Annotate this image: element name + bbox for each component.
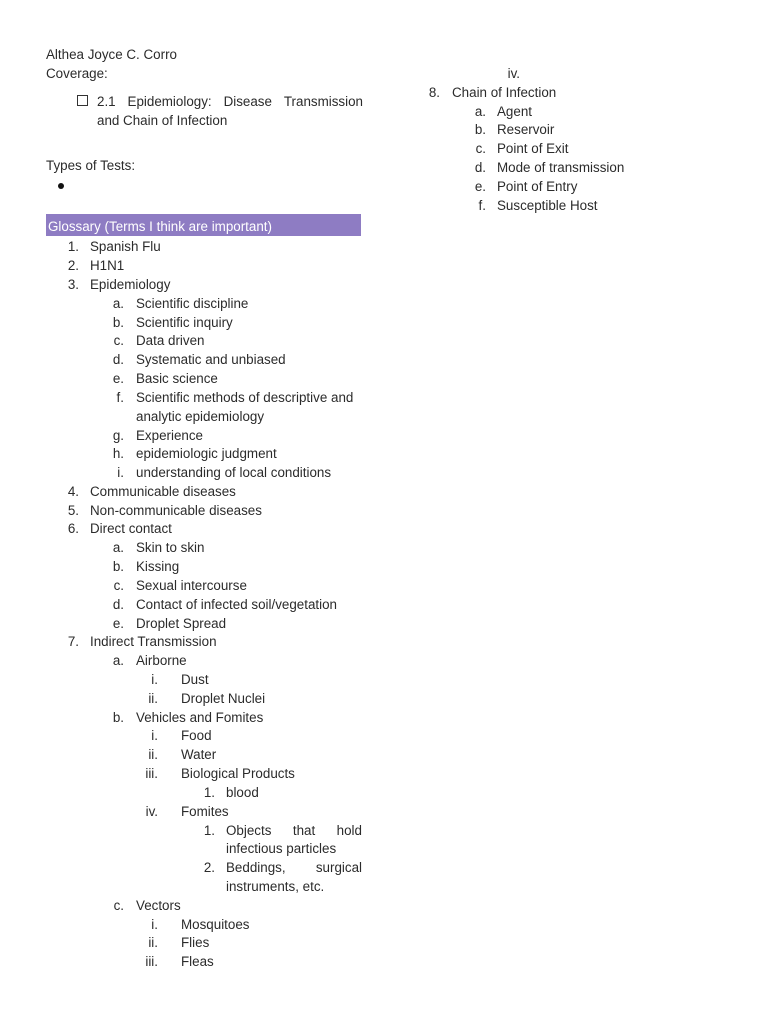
list-marker: a. [112, 653, 124, 668]
list-marker: a. [474, 104, 486, 119]
list-item: Airborne [136, 653, 187, 668]
list-item: Vectors [136, 898, 181, 913]
list-item: Fleas [181, 954, 214, 969]
list-marker: 2. [203, 860, 215, 875]
list-marker: ii. [148, 691, 158, 706]
list-marker: 5. [67, 503, 79, 518]
list-item: Scientific inquiry [136, 315, 233, 330]
list-marker: 1. [67, 239, 79, 254]
list-marker: c. [113, 578, 124, 593]
list-item: Basic science [136, 371, 218, 386]
list-item: Agent [497, 104, 532, 119]
list-item: Scientific methods of descriptive and [136, 390, 354, 405]
list-marker: d. [112, 352, 124, 367]
list-marker: b. [112, 315, 124, 330]
list-item: Point of Entry [497, 179, 578, 194]
list-marker: c. [113, 898, 124, 913]
list-item: Droplet Nuclei [181, 691, 266, 706]
list-marker: d. [112, 597, 124, 612]
list-item: Systematic and unbiased [136, 352, 286, 367]
list-marker: ii. [148, 747, 158, 762]
list-marker: a. [112, 540, 124, 555]
list-marker: 6. [67, 521, 79, 536]
list-marker: 3. [67, 277, 79, 292]
list-marker: e. [474, 179, 486, 194]
list-marker: iv. [145, 804, 158, 819]
list-item: Mode of transmission [497, 160, 625, 175]
list-item: Point of Exit [497, 141, 569, 156]
list-marker: 2. [67, 258, 79, 273]
list-marker: ii. [148, 935, 158, 950]
author-name: Althea Joyce C. Corro [46, 47, 177, 62]
list-marker: 1. [203, 785, 215, 800]
list-item: Susceptible Host [497, 198, 598, 213]
list-item: Experience [136, 428, 203, 443]
list-item: Communicable diseases [90, 484, 236, 499]
list-item: Skin to skin [136, 540, 205, 555]
coverage-item-line2: and Chain of Infection [97, 113, 228, 128]
list-marker: e. [112, 616, 124, 631]
list-item: Contact of infected soil/vegetation [136, 597, 337, 612]
list-item: Dust [181, 672, 209, 687]
list-marker: c. [475, 141, 486, 156]
list-marker: d. [474, 160, 486, 175]
list-marker: iv. [507, 66, 520, 81]
list-marker: 7. [67, 634, 79, 649]
types-of-tests-label: Types of Tests: [46, 158, 136, 173]
coverage-label: Coverage: [46, 66, 108, 81]
list-item: Direct contact [90, 521, 172, 536]
list-marker: 1. [203, 823, 215, 838]
list-item: Data driven [136, 333, 205, 348]
list-item: Sexual intercourse [136, 578, 247, 593]
list-item: blood [226, 785, 259, 800]
list-item: Reservoir [497, 122, 555, 137]
checkbox[interactable] [77, 95, 88, 106]
list-marker: i. [151, 728, 158, 743]
list-item: Mosquitoes [181, 917, 250, 932]
list-item: Epidemiology [90, 277, 171, 292]
list-item: Scientific discipline [136, 296, 249, 311]
list-item: Vehicles and Fomites [136, 710, 264, 725]
list-marker: i. [151, 672, 158, 687]
list-marker: iii. [145, 954, 158, 969]
list-item-continuation: instruments, etc. [226, 879, 325, 894]
glossary-heading: Glossary (Terms I think are important) [46, 214, 361, 236]
list-item: Objects that hold [226, 823, 362, 838]
list-item: Water [181, 747, 217, 762]
list-marker: a. [112, 296, 124, 311]
list-item: Biological Products [181, 766, 295, 781]
list-marker: h. [112, 446, 124, 461]
list-item: Fomites [181, 804, 229, 819]
list-item: Droplet Spread [136, 616, 227, 631]
list-item: Spanish Flu [90, 239, 161, 254]
list-item: understanding of local conditions [136, 465, 332, 480]
list-item: Chain of Infection [452, 85, 557, 100]
list-marker: b. [112, 710, 124, 725]
list-item: H1N1 [90, 258, 125, 273]
coverage-item-line1: 2.1 Epidemiology: Disease Transmission [97, 94, 363, 109]
list-item: Kissing [136, 559, 180, 574]
list-marker: i. [117, 465, 124, 480]
list-item: Beddings, surgical [226, 860, 362, 875]
list-marker: f. [116, 390, 124, 405]
list-marker: f. [478, 198, 486, 213]
list-item-continuation: infectious particles [226, 841, 337, 856]
list-item: Indirect Transmission [90, 634, 217, 649]
list-item: Non-communicable diseases [90, 503, 262, 518]
list-item: Flies [181, 935, 210, 950]
list-item: epidemiologic judgment [136, 446, 277, 461]
list-marker: iii. [145, 766, 158, 781]
list-marker: b. [112, 559, 124, 574]
list-marker: c. [113, 333, 124, 348]
list-marker: b. [474, 122, 486, 137]
list-marker: g. [112, 428, 124, 443]
bullet [58, 183, 64, 189]
list-marker: e. [112, 371, 124, 386]
list-marker: i. [151, 917, 158, 932]
list-marker: 4. [67, 484, 79, 499]
list-item-continuation: analytic epidemiology [136, 409, 265, 424]
list-item: Food [181, 728, 212, 743]
list-marker: 8. [428, 85, 440, 100]
